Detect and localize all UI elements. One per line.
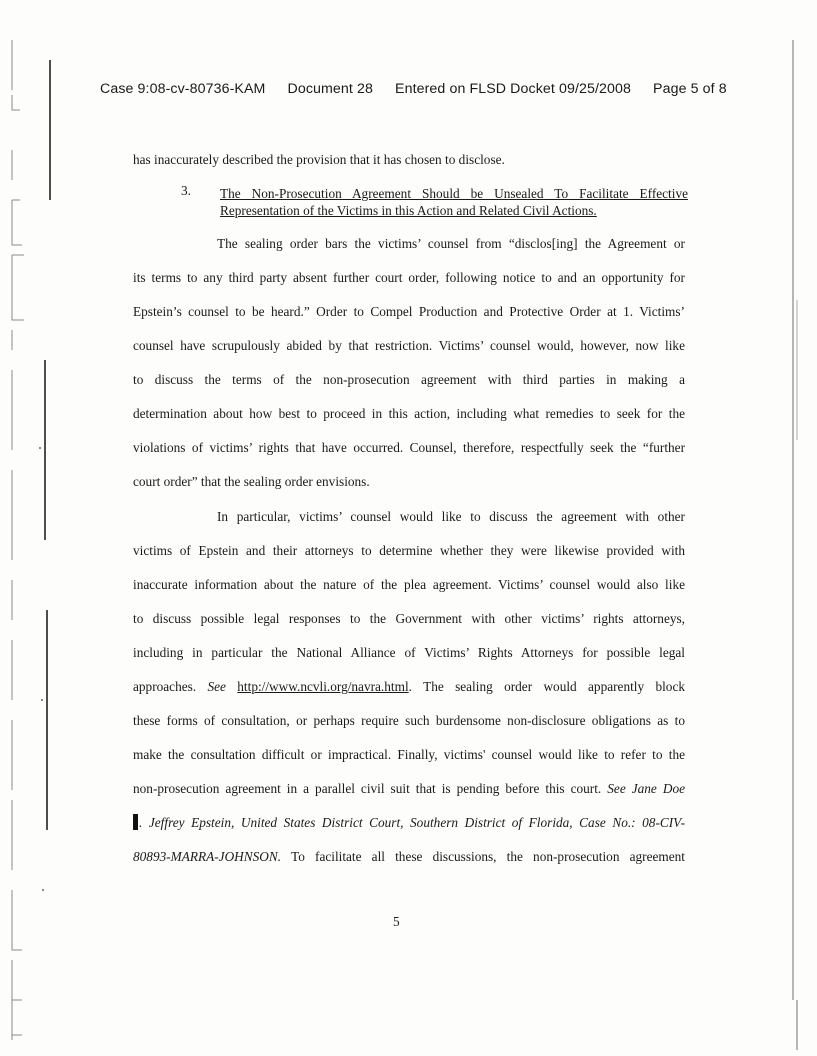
header-case-number: Case 9:08-cv-80736-KAM xyxy=(100,81,266,97)
paragraph-2-line: to discuss possible legal responses to the Government with other victims’ rights attorneys, xyxy=(133,611,685,626)
line-text: non-prosecution agreement in a parallel civil suit that is pending before this court. xyxy=(133,781,602,796)
paragraph-1-line: The sealing order bars the victims’ counsel from “disclos[ing] the Agreement or xyxy=(217,236,685,251)
scan-margin-right xyxy=(777,0,817,1056)
paragraph-2-line: make the consultation difficult or impractical. Finally, victims' counsel would like to refer to the xyxy=(133,747,685,762)
docket-header xyxy=(100,81,740,97)
header-page-count: Page 5 of 8 xyxy=(653,81,727,97)
header-entered-date: Entered on FLSD Docket 09/25/2008 xyxy=(395,81,631,97)
section-heading-line-1: The Non-Prosecution Agreement Should be Unsealed To Facilitate Effective xyxy=(220,186,688,201)
paragraph-2-citation-line xyxy=(133,848,685,865)
paragraph-2-line: including in particular the National Alliance of Victims’ Rights Attorneys for possible legal xyxy=(133,645,685,660)
case-citation: 80893-MARRA-JOHNSON. xyxy=(133,849,282,864)
paragraph-2-line: In particular, victims’ counsel would like to discuss the agreement with other xyxy=(217,509,685,524)
paragraph-2-citation-line xyxy=(133,678,685,695)
paragraph-1-line: determination about how best to proceed in this action, including what remedies to seek for the xyxy=(133,406,685,421)
line-text: To facilitate all these discussions, the non-prosecution agreement xyxy=(291,849,685,864)
case-citation: . Jeffrey Epstein, United States District Court, Southern District of Florida, Case No.: 08-CIV- xyxy=(139,815,685,830)
case-citation: See Jane Doe xyxy=(607,781,685,796)
redaction-mark xyxy=(133,814,138,830)
paragraph-2-citation-line xyxy=(133,780,685,797)
scan-margin-left xyxy=(0,0,58,1056)
paragraph-1-line: to discuss the terms of the non-prosecution agreement with third parties in making a xyxy=(133,372,685,387)
paragraph-1-line: court order” that the sealing order envisions. xyxy=(133,474,370,489)
page-number: 5 xyxy=(393,914,400,929)
paragraph-1-line: violations of victims’ rights that have occurred. Counsel, therefore, respectfully seek the “further xyxy=(133,440,685,455)
paragraph-2-line: inaccurate information about the nature of the plea agreement. Victims’ counsel would also like xyxy=(133,577,685,592)
paragraph-1-line: Epstein’s counsel to be heard.” Order to Compel Production and Protective Order at 1. Victims’ xyxy=(133,304,685,319)
see-signal: See xyxy=(207,679,226,694)
continuation-line: has inaccurately described the provision that it has chosen to disclose. xyxy=(133,152,505,167)
paragraph-2-line: these forms of consultation, or perhaps require such burdensome non-disclosure obligations as to xyxy=(133,713,685,728)
navra-link[interactable]: http://www.ncvli.org/navra.html xyxy=(237,679,409,694)
paragraph-1-line: counsel have scrupulously abided by that restriction. Victims’ counsel would, however, now like xyxy=(133,338,685,353)
paragraph-1-line: its terms to any third party absent further court order, following notice to and an opportunity for xyxy=(133,270,685,285)
paragraph-2-citation-line xyxy=(133,814,685,831)
section-number: 3. xyxy=(181,183,191,198)
section-heading-line-2: Representation of the Victims in this Action and Related Civil Actions. xyxy=(220,203,597,218)
paragraph-2-line: victims of Epstein and their attorneys to determine whether they were likewise provided with xyxy=(133,543,685,558)
header-document-number: Document 28 xyxy=(287,81,373,97)
line-text: . The sealing order would apparently block xyxy=(408,679,686,694)
line-text: approaches. xyxy=(133,679,197,694)
